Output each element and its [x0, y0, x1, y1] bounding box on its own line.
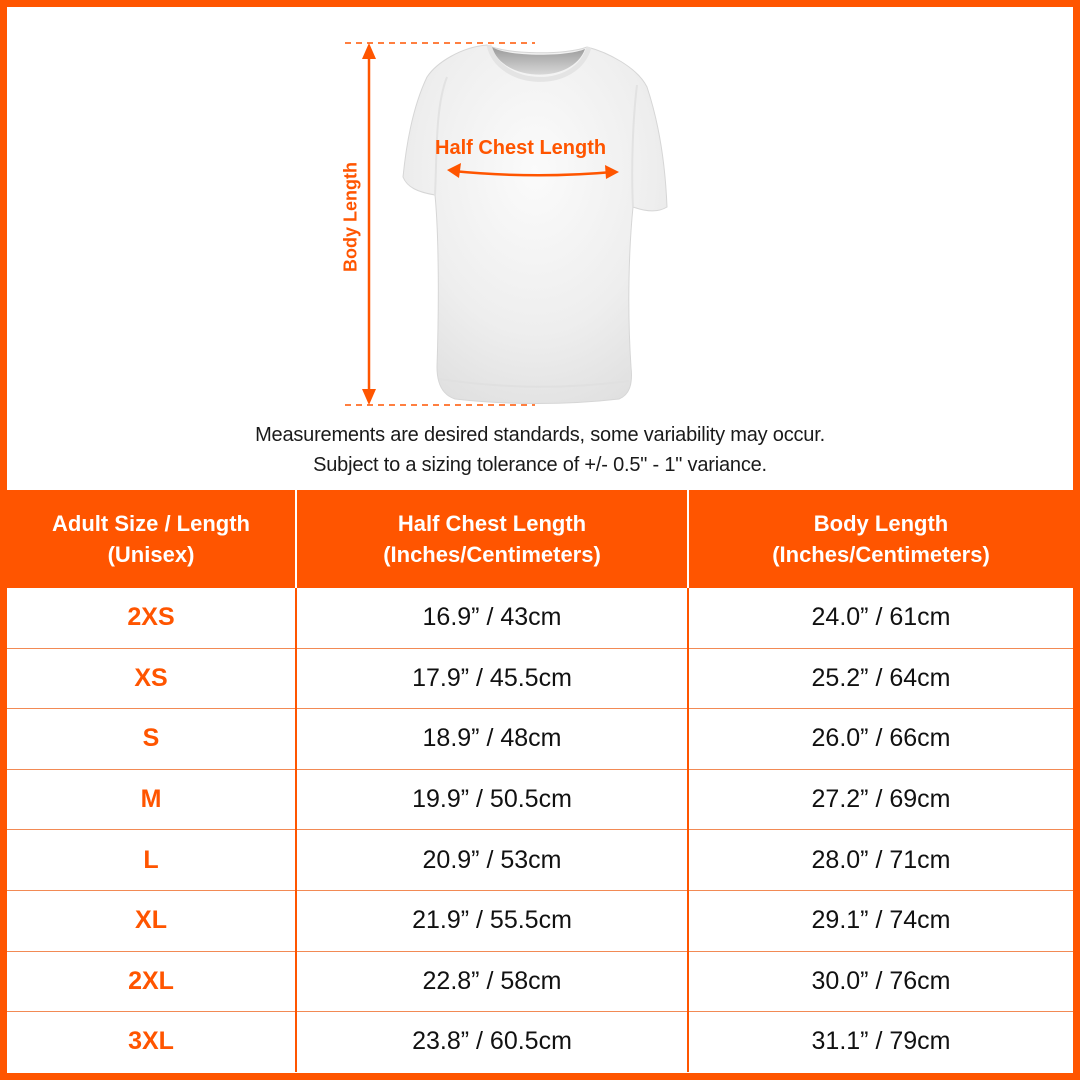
- table-row: [7, 1012, 1073, 1072]
- header-body-length: [688, 490, 1073, 588]
- table-row: [7, 769, 1073, 830]
- size-chart: [7, 7, 1073, 1073]
- length-cell: 30.0” / 76cm: [688, 951, 1073, 1012]
- header-half-chest: [296, 490, 688, 588]
- tolerance-note: Subject to a sizing tolerance of +/- 0.5" - 1" variance.: [313, 454, 767, 476]
- size-table: [7, 490, 1073, 1072]
- half-chest-label: Half Chest Length: [435, 137, 607, 159]
- size-cell: XL: [7, 890, 296, 951]
- size-cell: L: [7, 830, 296, 891]
- table-row: [7, 951, 1073, 1012]
- table-row: [7, 890, 1073, 951]
- table-row: [7, 648, 1073, 709]
- size-cell: 2XS: [127, 603, 175, 632]
- chest-cell: 19.9” / 50.5cm: [296, 769, 688, 830]
- header-sublabel: (Unisex): [107, 542, 195, 567]
- chest-cell: 16.9” / 43cm: [296, 588, 688, 648]
- table-row: [7, 830, 1073, 891]
- chest-cell: 18.9” / 48cm: [296, 709, 688, 770]
- chest-cell: 22.8” / 58cm: [296, 951, 688, 1012]
- length-cell: 28.0” / 71cm: [688, 830, 1073, 891]
- table-header-row: [7, 490, 1073, 588]
- size-cell: M: [7, 769, 296, 830]
- header-label: Body Length: [813, 511, 949, 536]
- length-cell: 31.1” / 79cm: [688, 1012, 1073, 1072]
- body-length-label: Body Length: [340, 162, 361, 272]
- size-cell: 3XL: [7, 1012, 296, 1072]
- table-row: [7, 709, 1073, 770]
- length-cell: 25.2” / 64cm: [688, 648, 1073, 709]
- chest-cell: 20.9” / 53cm: [296, 830, 688, 891]
- measurement-diagram: [7, 7, 1073, 490]
- body-length-arrow-icon: [362, 43, 376, 405]
- header-label: Adult Size / Length: [52, 511, 250, 536]
- header-label: Half Chest Length: [397, 511, 587, 536]
- length-cell: 27.2” / 69cm: [688, 769, 1073, 830]
- tshirt-shape: [403, 45, 667, 404]
- length-cell: 24.0” / 61cm: [688, 588, 1073, 648]
- chest-cell: 17.9” / 45.5cm: [296, 648, 688, 709]
- tshirt-illustration: [7, 7, 1073, 417]
- size-cell: S: [7, 709, 296, 770]
- header-size: [7, 490, 296, 588]
- header-sublabel: (Inches/Centimeters): [383, 542, 601, 567]
- header-sublabel: (Inches/Centimeters): [772, 542, 990, 567]
- length-cell: 26.0” / 66cm: [688, 709, 1073, 770]
- measurement-note: Measurements are desired standards, some variability may occur.: [255, 424, 825, 446]
- size-cell: XS: [7, 648, 296, 709]
- table-row: [7, 588, 1073, 648]
- chest-cell: 23.8” / 60.5cm: [296, 1012, 688, 1072]
- chest-cell: 21.9” / 55.5cm: [296, 890, 688, 951]
- length-cell: 29.1” / 74cm: [688, 890, 1073, 951]
- size-cell: 2XL: [7, 951, 296, 1012]
